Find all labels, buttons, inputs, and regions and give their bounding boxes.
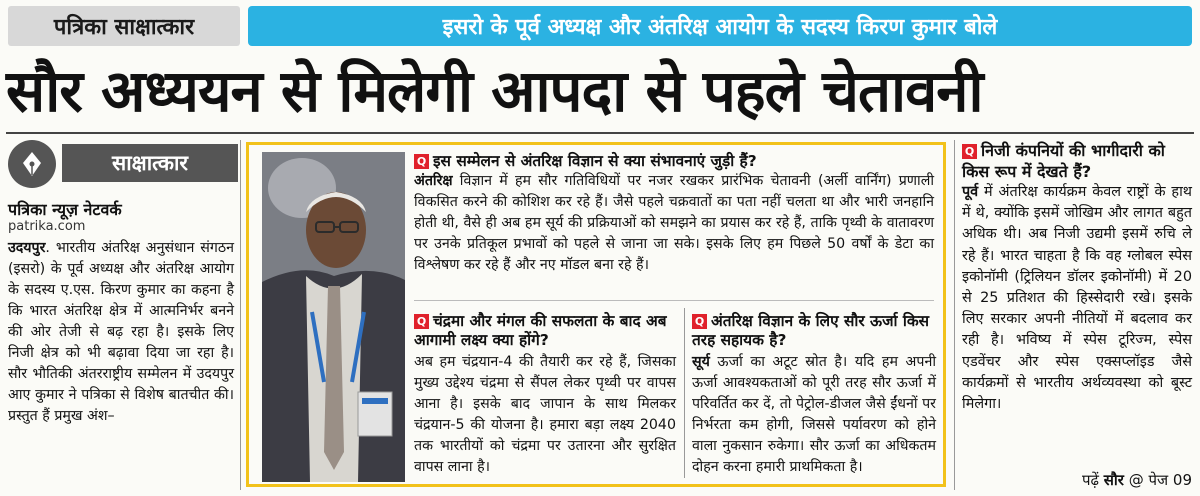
answer-2 — [414, 352, 676, 478]
question-1-text: इस सम्मेलन से अंतरिक्ष विज्ञान से क्या संभावनाएं जुड़ी हैं? — [433, 152, 757, 170]
continued-line — [1082, 470, 1192, 490]
answer-4 — [962, 182, 1192, 415]
continued-word: सौर — [1103, 471, 1124, 489]
headline-strap: इसरो के पूर्व अध्यक्ष और अंतरिक्ष आयोग के सदस्य किरण कुमार बोले — [248, 6, 1192, 46]
qa-block-1 — [414, 152, 934, 276]
question-1 — [414, 152, 934, 171]
headline: सौर अध्ययन से मिलेगी आपदा से पहले चेतावनी — [6, 57, 983, 125]
question-2-text: चंद्रमा और मंगल की सफलता के बाद अब आगामी लक्ष्य क्या होंगे? — [414, 312, 667, 349]
dateline: उदयपुर — [8, 240, 46, 256]
answer-3-lead: सूर्य — [692, 354, 710, 370]
answer-3 — [692, 352, 936, 478]
answer-1-lead: अंतरिक्ष — [414, 173, 453, 189]
column-divider — [954, 140, 955, 490]
qa-block-4 — [962, 140, 1192, 415]
question-3 — [692, 312, 936, 350]
byline: पत्रिका न्यूज़ नेटवर्क — [8, 200, 122, 219]
portrait-illustration — [262, 152, 405, 482]
question-2 — [414, 312, 676, 350]
continued-suffix: @ पेज 09 — [1128, 471, 1192, 489]
column-divider — [684, 308, 685, 478]
qa-block-3 — [692, 312, 936, 478]
question-mark-icon: Q — [962, 144, 977, 159]
answer-4-lead: पूर्व — [962, 184, 979, 200]
qa-divider — [414, 300, 934, 301]
answer-2-text: अब हम चंद्रयान-4 की तैयारी कर रहे हैं, जिसका मुख्य उद्देश्य चंद्रमा से सैंपल लेकर पृथ्वी पर वापस आना है। इसके बाद जापान के साथ मिलकर चंद्रयान-5 की योजना है। हमारा बड़ा लक्ष्य 2040 तक भारतीयों को चंद्रमा पर उतारना और सुरक्षित वापस लाना है। — [414, 354, 676, 475]
question-4 — [962, 140, 1192, 182]
question-mark-icon: Q — [414, 154, 429, 169]
pen-nib-icon-svg — [17, 149, 47, 179]
section-tag: साक्षात्कार — [62, 144, 238, 182]
qa-block-2 — [414, 312, 676, 478]
headline-rule — [6, 132, 1194, 134]
column-divider — [240, 140, 241, 490]
intro-paragraph — [8, 238, 234, 427]
portrait-photo — [262, 152, 405, 482]
pen-nib-icon — [8, 140, 56, 188]
intro-text: . भारतीय अंतरिक्ष अनुसंधान संगठन (इसरो) के पूर्व अध्यक्ष और अंतरिक्ष आयोग के सदस्य ए.एस. किरण कुमार का कहना है कि भारत अंतरिक्ष क्षेत्र में आत्मनिर्भर बनने की ओर तेजी से बढ़ रहा है। इसके लिए निजी क्षेत्र को भी बढ़ावा दिया जा रहा है। सौर भौतिकी अंतरराष्ट्रीय सम्मेलन में उदयपुर आए कुमार ने पत्रिका से विशेष बातचीत की। प्रस्तुत हैं प्रमुख अंश– — [8, 240, 234, 424]
question-3-text: अंतरिक्ष विज्ञान के लिए सौर ऊर्जा किस तरह सहायक है? — [692, 312, 930, 349]
byline-site: patrika.com — [8, 219, 86, 234]
question-mark-icon: Q — [414, 314, 429, 329]
question-4-text: निजी कंपनियों की भागीदारी को किस रूप में देखते हैं? — [962, 141, 1165, 181]
answer-3-text: ऊर्जा का अटूट स्रोत है। यदि हम अपनी ऊर्जा आवश्यकताओं को पूरी तरह सौर ऊर्जा में परिवर्तित कर दें, तो पेट्रोल-डीजल जैसे ईंधनों पर निर्भरता कम होगी, जिससे पर्यावरण को होने वाला नुकसान रुकेगा। सौर ऊर्जा का अधिकतम दोहन करना हमारी प्राथमिकता है। — [692, 354, 936, 475]
kicker-label: पत्रिका साक्षात्कार — [8, 6, 240, 46]
answer-1-text: विज्ञान में हम सौर गतिविधियों पर नजर रखकर प्रारंभिक चेतावनी (अर्ली वार्निंग) प्रणाली विकसित करने की कोशिश कर रहे हैं। जैसे पहले चक्रवातों का पता नहीं चलता था और भारी जनहानि होती थी, वैसे ही अब हम सूर्य की प्रक्रियाओं को समझने का प्रयास कर रहे हैं, ताकि पृथ्वी के वातावरण पर उनके प्रतिकूल प्रभावों को पहले से जाना जा सके। इसके लिए हम पिछले 50 वर्षों के डेटा का विश्लेषण कर रहे हैं और नए मॉडल बना रहे हैं। — [414, 173, 934, 273]
answer-4-text: में अंतरिक्ष कार्यक्रम केवल राष्ट्रों के हाथ में थे, क्योंकि इसमें जोखिम और लागत बहुत अधिक थी। अब निजी उद्यमी इसमें रुचि ले रहे हैं। भारत चाहता है कि वह ग्लोबल स्पेस इकोनॉमी (ट्रिलियन डॉलर इकोनॉमी) में 20 से 25 प्रतिशत की हिस्सेदारी रखे। इसके लिए सरकार अपनी नीतियों में बदलाव कर रही है। भविष्य में स्पेस टूरिज्म, स्पेस एडवेंचर और स्पेस एक्सप्लॉइड जैसे कार्यक्रमों से भारतीय अर्थव्यवस्था को बूस्ट मिलेगा। — [962, 184, 1192, 413]
continued-prefix: पढ़ें — [1082, 471, 1099, 489]
question-mark-icon: Q — [692, 314, 707, 329]
answer-1 — [414, 171, 934, 276]
